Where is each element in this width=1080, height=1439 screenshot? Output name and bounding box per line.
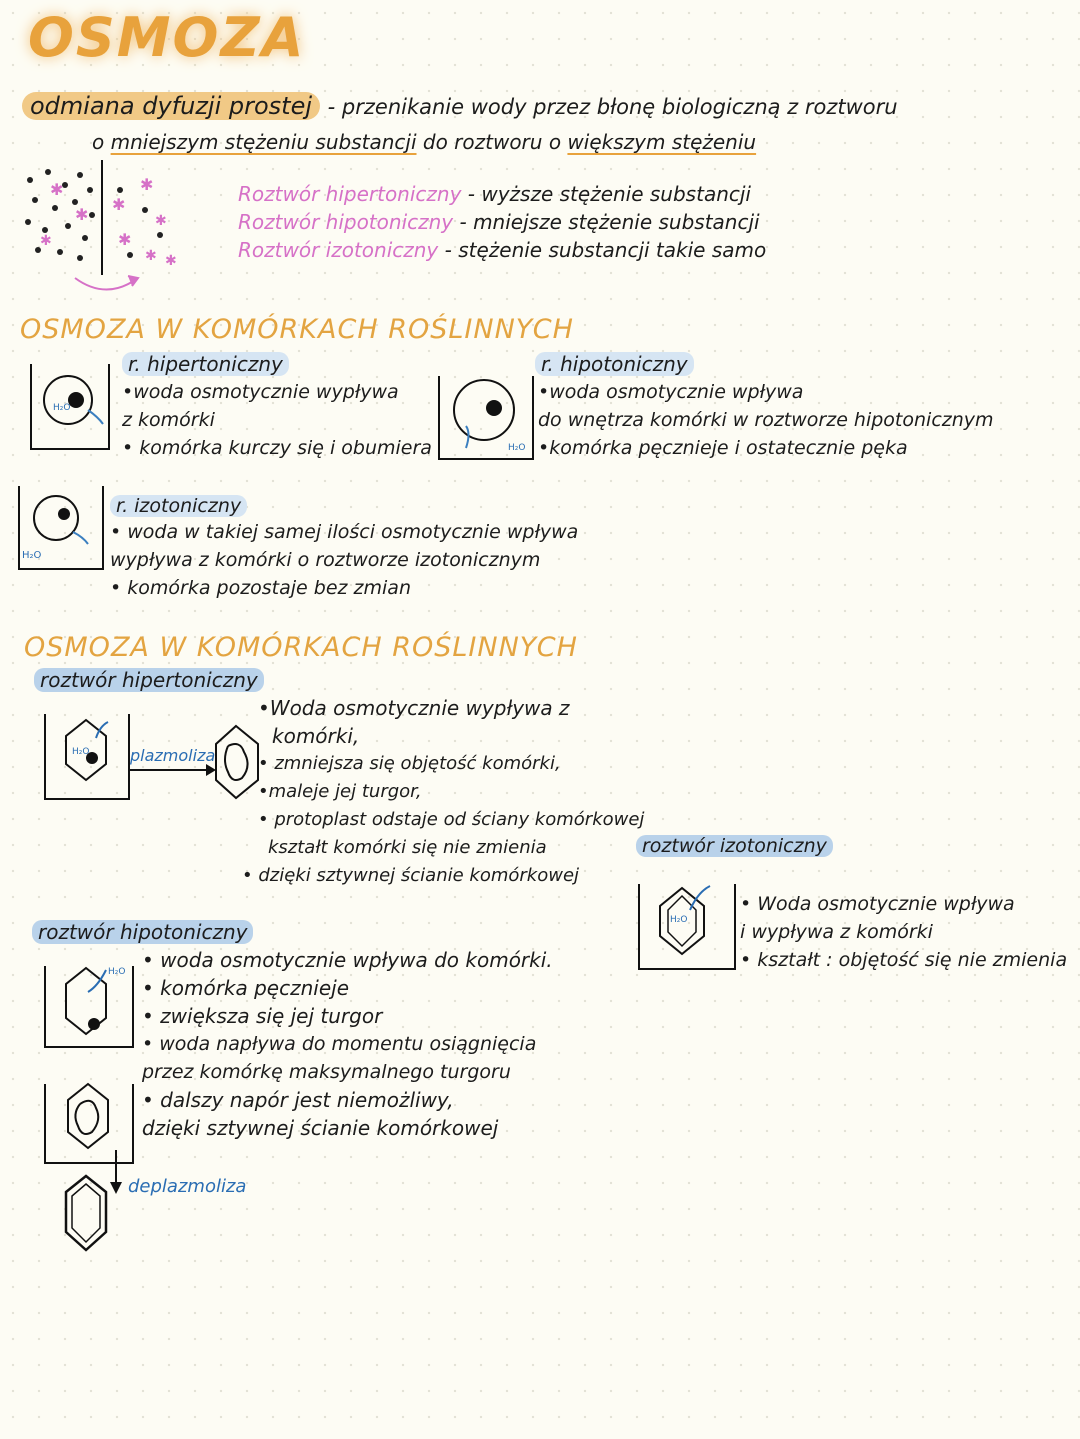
svg-text:✱: ✱ [140, 175, 154, 194]
description-line: przez komórkę maksymalnego turgoru [142, 1061, 511, 1083]
description-line: •maleje jej turgor, [258, 781, 422, 802]
cell-drawing [22, 492, 98, 567]
plasmolysed-cell-drawing [214, 722, 264, 802]
description-line: • woda w takiej samej ilości osmotycznie wpływa [110, 521, 579, 543]
description-line: wypływa z komórki o roztworze izotonicznym [110, 549, 541, 571]
description-line: dzięki sztywnej ścianie komórkowej [142, 1116, 499, 1140]
diffusion-diagram [20, 160, 190, 300]
definition-higher-concentration: większym stężeniu [567, 130, 757, 154]
solution-desc: - mniejsze stężenie substancji [459, 210, 760, 234]
section-heading: OSMOZA W KOMÓRKACH ROŚLINNYCH [20, 314, 574, 345]
plant-cell-drawing [652, 880, 732, 965]
definition-o: o [92, 130, 105, 154]
description-line: • woda osmotycznie wpływa do komórki. [142, 948, 553, 972]
description-line: z komórki [122, 409, 215, 431]
hypertonic-label-text: roztwór hipertoniczny [34, 668, 264, 692]
isotonic-label-text: r. izotoniczny [110, 495, 247, 517]
svg-text:✱: ✱ [112, 195, 126, 214]
plasmolysis-label: plazmoliza [130, 746, 216, 765]
description-line: • woda napływa do momentu osiągnięcia [142, 1033, 537, 1055]
svg-text:✱: ✱ [75, 205, 89, 224]
section-heading: OSMOZA W KOMÓRKACH ROŚLINNYCH [24, 632, 578, 663]
description-line: • komórka pozostaje bez zmian [110, 577, 411, 599]
hypotonic-label-text: roztwór hipotoniczny [32, 920, 253, 944]
restored-cell-drawing [62, 1172, 112, 1256]
solution-row [238, 208, 766, 236]
hypertonic-description [122, 378, 432, 462]
hypotonic-label [32, 918, 253, 946]
hypertonic-description [242, 694, 645, 890]
cell-drawing [446, 378, 536, 458]
hypertonic-label [34, 666, 264, 694]
description-line: do wnętrza komórki w roztworze hipotonicznym [538, 409, 994, 431]
plant-cell-drawing [56, 712, 126, 792]
h2o-label: H₂O [670, 915, 688, 925]
description-line: • dalszy napór jest niemożliwy, [142, 1088, 454, 1112]
description-line: •Woda osmotycznie wypływa z [258, 696, 570, 720]
solution-definitions [238, 180, 766, 264]
definition-text: - przenikanie wody przez błonę biologiczną z roztworu [327, 95, 898, 119]
description-line: • zmniejsza się objętość komórki, [258, 753, 561, 774]
svg-text:✱: ✱ [155, 213, 167, 229]
plasmolysed-cell-drawing [64, 1080, 124, 1160]
plant-cell-drawing [58, 962, 138, 1042]
solution-row [238, 236, 766, 264]
h2o-label: H₂O [22, 550, 42, 561]
description-line: komórki, [272, 724, 360, 748]
svg-text:✱: ✱ [118, 230, 132, 249]
solution-name: Roztwór hipotoniczny [238, 210, 454, 234]
isotonic-label [110, 492, 247, 520]
solution-name: Roztwór hipertoniczny [238, 182, 462, 206]
description-line: • protoplast odstaje od ściany komórkowej [258, 809, 645, 830]
isotonic-description [110, 518, 578, 602]
svg-text:✱: ✱ [145, 248, 157, 264]
solution-row [238, 180, 766, 208]
h2o-label: H₂O [53, 403, 71, 413]
h2o-label: H₂O [72, 747, 90, 757]
svg-text:✱: ✱ [50, 180, 64, 199]
isotonic-description [740, 890, 1067, 974]
svg-text:✱: ✱ [165, 253, 177, 269]
description-line: • Woda osmotycznie wpływa [740, 893, 1015, 915]
svg-text:✱: ✱ [40, 233, 52, 249]
definition-line-2 [92, 128, 756, 156]
solution-name: Roztwór izotoniczny [238, 238, 439, 262]
description-line: • komórka kurczy się i obumiera [122, 437, 432, 459]
hypotonic-description [538, 378, 994, 462]
h2o-label: H₂O [508, 443, 526, 453]
definition-line-1 [22, 92, 898, 121]
hypertonic-label [122, 350, 289, 378]
definition-middle: do roztworu o [422, 130, 562, 154]
h2o-label: H₂O [108, 967, 126, 977]
hypotonic-description [142, 946, 553, 1142]
hypotonic-label-text: r. hipotoniczny [535, 352, 694, 376]
page-title: OSMOZA [28, 6, 306, 69]
definition-lower-concentration: mniejszym stężeniu substancji [110, 130, 417, 154]
description-line: •komórka pęcznieje i ostatecznie pęka [538, 437, 908, 459]
hypotonic-label [535, 350, 694, 378]
cell-drawing [38, 372, 108, 432]
arrow-icon [128, 760, 218, 780]
definition-term: odmiana dyfuzji prostej [22, 92, 320, 120]
isotonic-label [636, 832, 833, 860]
deplasmolysis-label: deplazmoliza [128, 1176, 247, 1197]
description-line: • kształt : objętość się nie zmienia [740, 949, 1068, 971]
description-line: i wypływa z komórki [740, 921, 933, 943]
solution-desc: - stężenie substancji takie samo [444, 238, 767, 262]
description-line: • komórka pęcznieje [142, 976, 350, 1000]
description-line: kształt komórki się nie zmienia [268, 837, 547, 858]
hypertonic-label-text: r. hipertoniczny [122, 352, 289, 376]
solution-desc: - wyższe stężenie substancji [467, 182, 751, 206]
description-line: •woda osmotycznie wypływa [122, 381, 399, 403]
description-line: •woda osmotycznie wpływa [538, 381, 804, 403]
isotonic-label-text: roztwór izotoniczny [636, 835, 833, 857]
description-line: • dzięki sztywnej ścianie komórkowej [242, 865, 580, 886]
description-line: • zwiększa się jej turgor [142, 1004, 383, 1028]
